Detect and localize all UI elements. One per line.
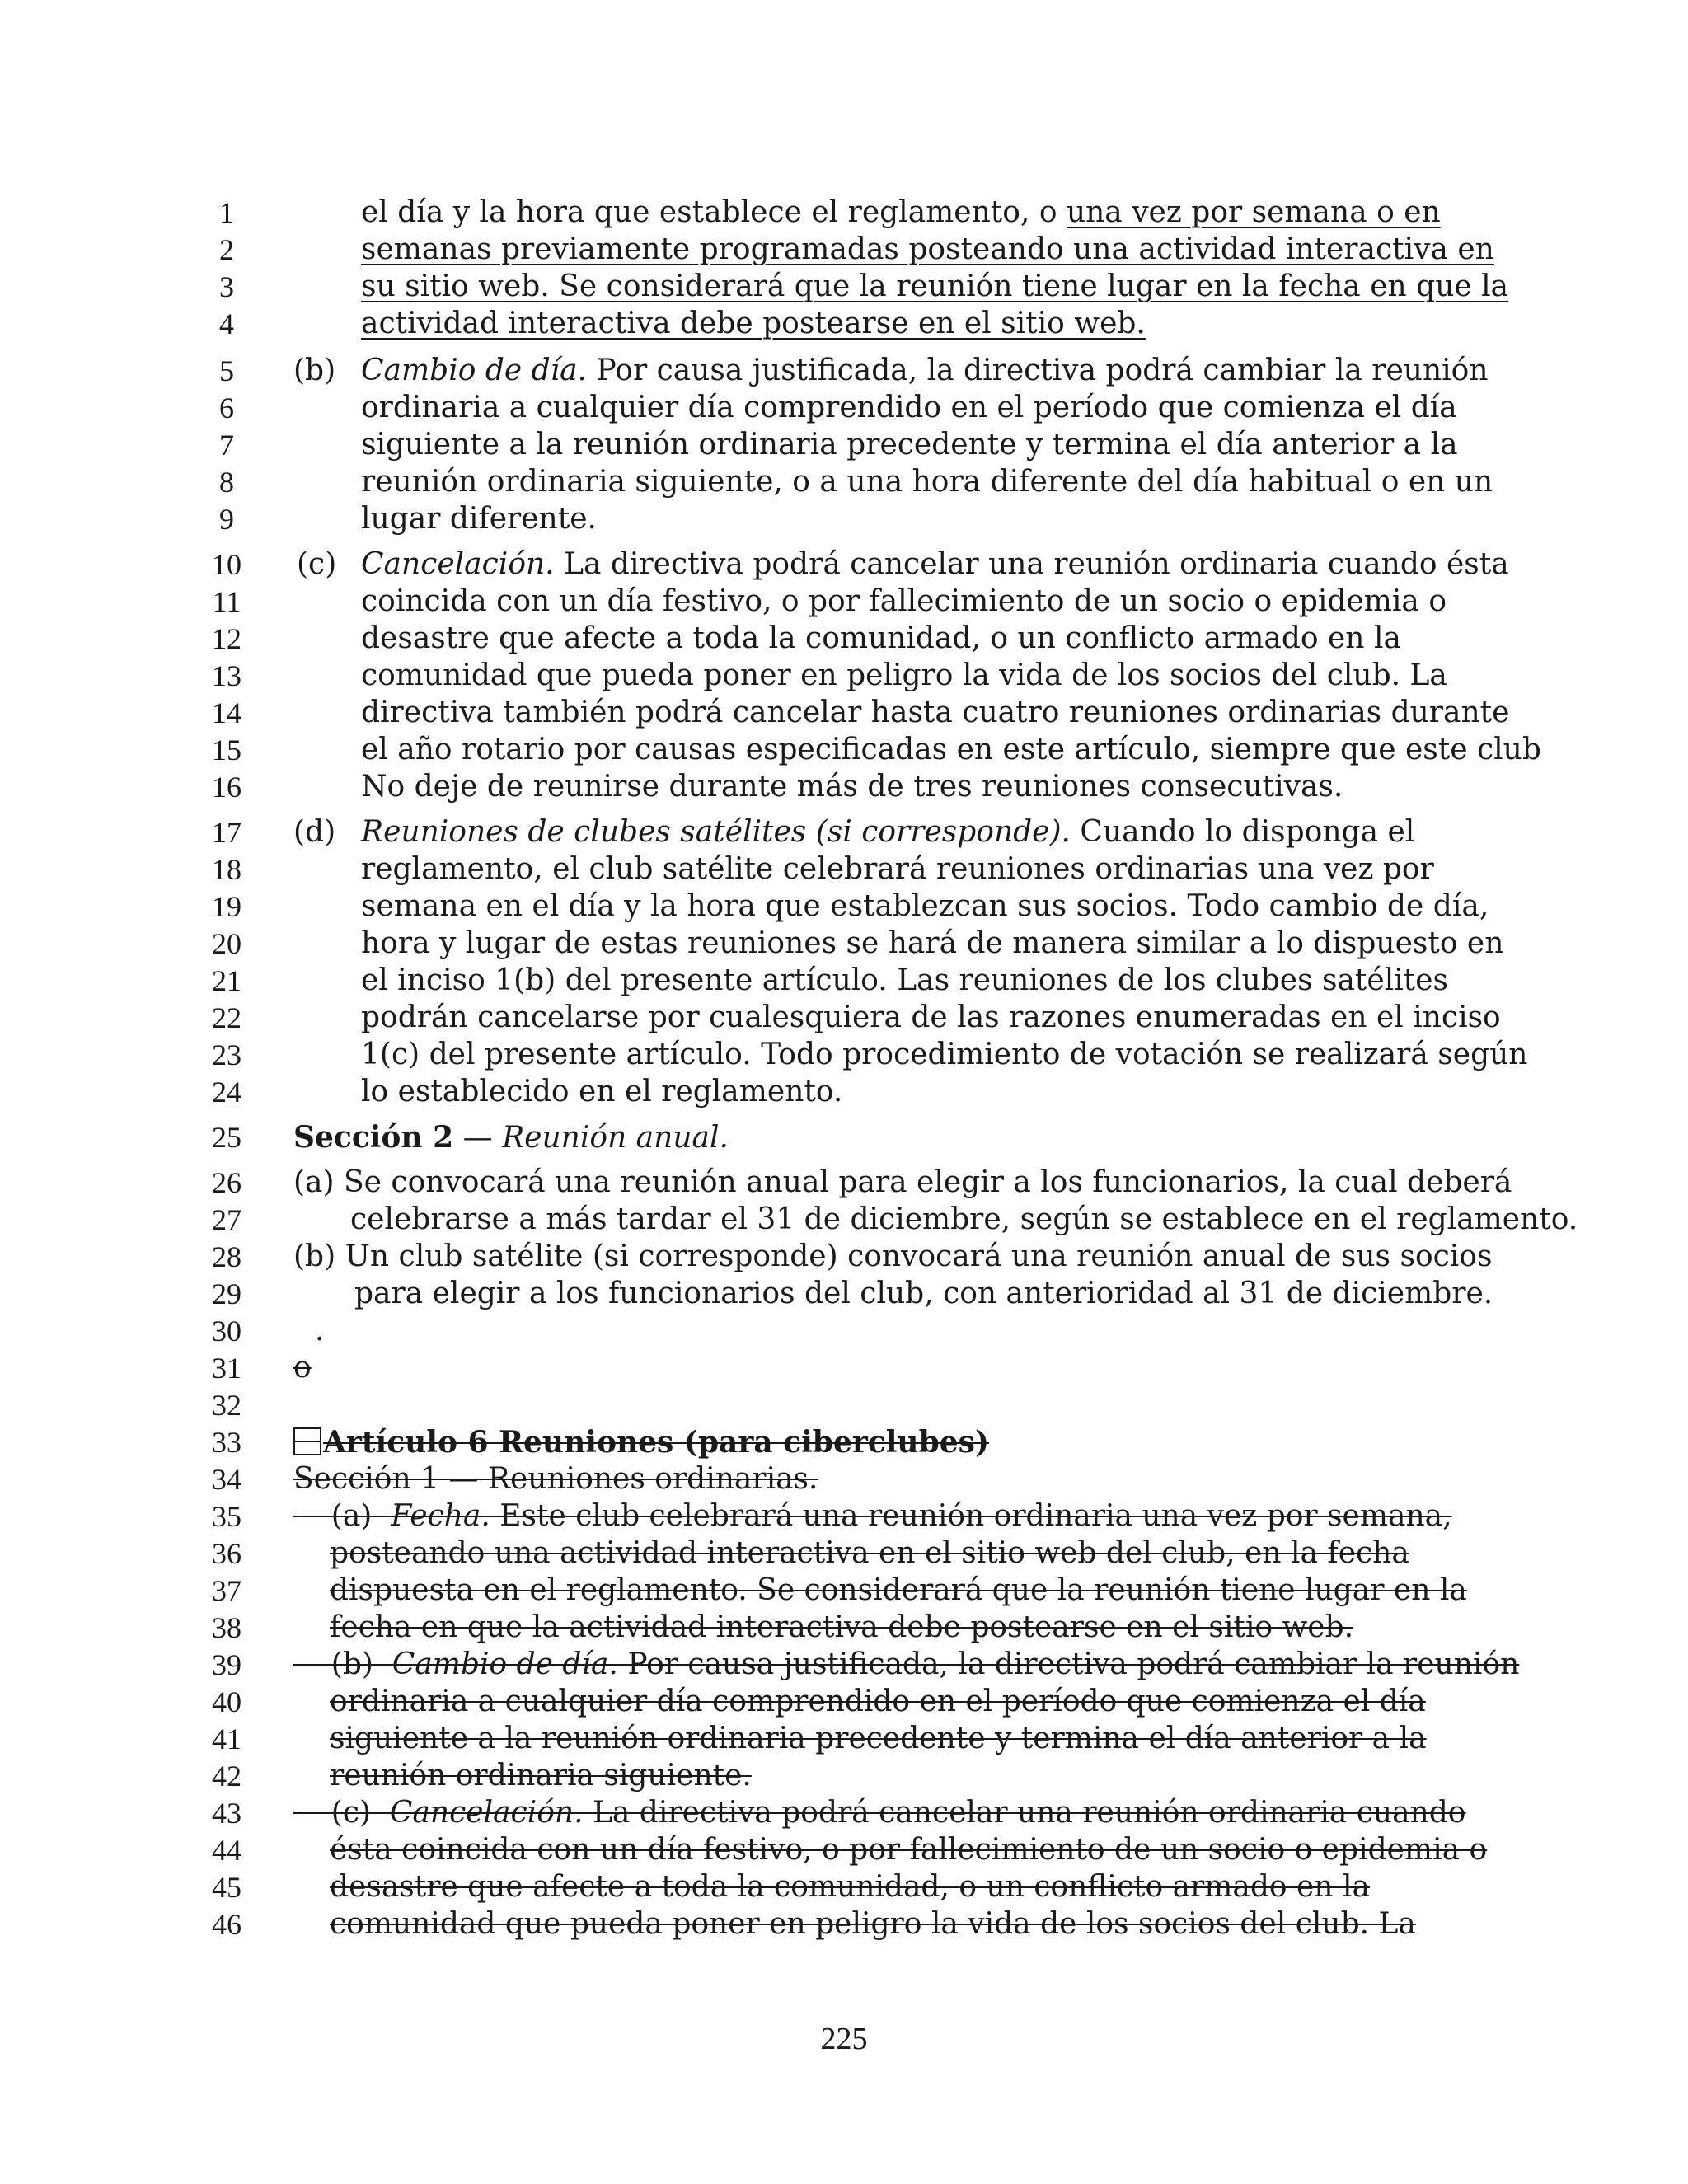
text-line: semana en el día y la hora que establezcan sus socios. Todo cambio de día, — [361, 889, 1489, 923]
item-label-c: (c) — [293, 1796, 390, 1830]
text-line: lo establecido en el reglamento. — [361, 1075, 843, 1108]
line-number: 3 — [219, 270, 234, 303]
section-number: Sección 2 — [293, 1120, 454, 1155]
line-number: 35 — [212, 1500, 241, 1533]
section-title: Reunión anual. — [502, 1121, 729, 1155]
line-number: 16 — [212, 771, 241, 804]
line-number: 27 — [212, 1203, 241, 1236]
line-number: 44 — [212, 1834, 241, 1867]
text-line: (a) Se convocará una reunión anual para elegir a los funcionarios, la cual deberá — [293, 1165, 1512, 1199]
text-line: (b) Un club satélite (si corresponde) convocará una reunión anual de sus socios — [293, 1240, 1493, 1273]
line-number: 33 — [212, 1426, 241, 1459]
line-number: 36 — [212, 1537, 241, 1570]
subsection-title: Reuniones de clubes satélites (si corresponde). — [361, 815, 1071, 849]
subsection-title: Cancelación. — [361, 547, 555, 581]
text-run: La directiva podrá cancelar una reunión ordinaria cuando ésta — [554, 547, 1509, 581]
line-number: 17 — [212, 816, 241, 849]
section-heading — [293, 1122, 729, 1153]
text-run: La directiva podrá cancelar una reunión ordinaria cuando — [583, 1796, 1466, 1830]
deleted-text-line: dispuesta en el reglamento. Se considerará que la reunión tiene lugar en la — [330, 1573, 1467, 1607]
subsection-title: Cambio de día. — [361, 354, 588, 387]
line-number: 45 — [212, 1871, 241, 1904]
line-number: 6 — [219, 391, 234, 424]
line-number: 29 — [212, 1277, 241, 1310]
line-number: 22 — [212, 1001, 241, 1034]
deleted-text-line: o — [293, 1351, 312, 1385]
deleted-article-heading — [293, 1425, 989, 1460]
line-number: 4 — [219, 307, 234, 340]
item-label-a: (a) — [293, 1499, 392, 1533]
text-line: ordinaria a cualquier día comprendido en el período que comienza el día — [361, 391, 1457, 424]
checkbox-glyph-icon — [293, 1427, 321, 1455]
page-number: 225 — [820, 2022, 868, 2056]
line-number: 12 — [212, 622, 241, 655]
line-number: 25 — [212, 1121, 241, 1154]
inserted-text-line: actividad interactiva debe postearse en el sitio web. — [361, 307, 1146, 340]
text-line — [361, 195, 1441, 229]
line-number: 39 — [212, 1648, 241, 1681]
text-run: el día y la hora que establece el reglamento, o — [361, 195, 1067, 229]
line-number: 5 — [219, 354, 234, 387]
line-number: 11 — [212, 585, 241, 618]
deleted-text-line: ordinaria a cualquier día comprendido en el período que comienza el día — [330, 1685, 1426, 1718]
line-number: 30 — [212, 1315, 241, 1347]
line-number: 13 — [212, 659, 241, 692]
line-number: 28 — [212, 1240, 241, 1273]
text-line: No deje de reunirse durante más de tres reuniones consecutivas. — [361, 770, 1343, 804]
article-title: Artículo 6 Reuniones (para ciberclubes) — [323, 1425, 989, 1460]
subsection-title: Cancelación. — [389, 1796, 584, 1830]
deleted-text-line — [293, 1798, 1465, 1828]
line-number: 21 — [212, 964, 241, 997]
item-label-c: (c) — [297, 547, 337, 581]
text-line: comunidad que pueda poner en peligro la vida de los socios del club. La — [361, 658, 1447, 692]
line-number: 26 — [212, 1166, 241, 1199]
text-line — [361, 547, 1509, 581]
text-line — [361, 815, 1415, 849]
text-line: siguiente a la reunión ordinaria precedente y termina el día anterior a la — [361, 428, 1458, 462]
line-number: 40 — [212, 1685, 241, 1718]
item-label-b: (b) — [293, 354, 336, 387]
text-line: reunión ordinaria siguiente, o a una hora diferente del día habitual o en un — [361, 465, 1493, 499]
deleted-text-line — [293, 1647, 1520, 1681]
line-number: 14 — [212, 696, 241, 729]
line-number: 2 — [219, 233, 234, 266]
text-line: el año rotario por causas especificadas en este artículo, siempre que este club — [361, 733, 1541, 766]
text-line: coincida con un día festivo, o por fallecimiento de un socio o epidemia o — [361, 584, 1447, 618]
line-number: 9 — [219, 503, 234, 536]
line-number: 20 — [212, 927, 241, 960]
text-line: reglamento, el club satélite celebrará reuniones ordinarias una vez por — [361, 852, 1434, 886]
text-line: celebrarse a más tardar el 31 de diciembre, según se establece en el reglamento. — [350, 1202, 1578, 1236]
deleted-text-line: fecha en que la actividad interactiva debe postearse en el sitio web. — [330, 1610, 1354, 1644]
line-number: 32 — [212, 1389, 241, 1422]
deleted-text-line: ésta coincida con un día festivo, o por fallecimiento de un socio o epidemia o — [330, 1833, 1488, 1867]
text-line: hora y lugar de estas reuniones se hará de manera similar a lo dispuesto en — [361, 926, 1504, 960]
line-number: 37 — [212, 1574, 241, 1607]
text-line: 1(c) del presente artículo. Todo procedimiento de votación se realizará según — [361, 1038, 1528, 1071]
text-run: Por causa justificada, la directiva podrá cambiar la reunión — [617, 1647, 1520, 1681]
inserted-text-line: semanas previamente programadas posteando una actividad interactiva en — [361, 232, 1494, 266]
line-number: 31 — [212, 1352, 241, 1385]
item-label-b: (b) — [293, 1647, 392, 1681]
dash: — — [453, 1121, 503, 1155]
text-run: Por causa justificada, la directiva podrá cambiar la reunión — [587, 354, 1489, 387]
line-number: 18 — [212, 853, 241, 886]
text-run: Cuando lo disponga el — [1070, 815, 1415, 849]
deleted-text-line — [293, 1499, 1452, 1533]
line-number: 19 — [212, 890, 241, 923]
line-number: 42 — [212, 1760, 241, 1793]
line-number: 34 — [212, 1463, 241, 1496]
text-line: el inciso 1(b) del presente artículo. Las reuniones de los clubes satélites — [361, 963, 1448, 997]
text-line: desastre que afecte a toda la comunidad, o un conflicto armado en la — [361, 621, 1401, 655]
text-line: lugar diferente. — [361, 502, 597, 536]
text-line: . — [315, 1314, 325, 1347]
deleted-text-line: reunión ordinaria siguiente. — [330, 1759, 752, 1793]
line-number: 41 — [212, 1722, 241, 1755]
line-number: 7 — [219, 429, 234, 462]
inserted-text: una vez por semana o en — [1066, 195, 1441, 229]
subsection-title: Cambio de día. — [392, 1647, 618, 1681]
line-number: 15 — [212, 733, 241, 766]
item-label-d: (d) — [293, 815, 336, 849]
text-line: para elegir a los funcionarios del club, con anterioridad al 31 de diciembre. — [354, 1277, 1493, 1310]
line-number: 43 — [212, 1797, 241, 1830]
inserted-text-line: su sitio web. Se considerará que la reunión tiene lugar en la fecha en que la — [361, 269, 1509, 303]
text-line: podrán cancelarse por cualesquiera de las razones enumeradas en el inciso — [361, 1001, 1501, 1034]
text-run: Este club celebrará una reunión ordinaria una vez por semana, — [490, 1499, 1452, 1533]
text-line — [361, 356, 1489, 386]
text-line: directiva también podrá cancelar hasta cuatro reuniones ordinarias durante — [361, 696, 1510, 729]
deleted-section-heading: Sección 1 — Reuniones ordinarias. — [293, 1462, 818, 1496]
line-number: 38 — [212, 1611, 241, 1644]
line-number: 8 — [219, 466, 234, 499]
deleted-text-line: comunidad que pueda poner en peligro la vida de los socios del club. La — [330, 1907, 1416, 1941]
line-number: 46 — [212, 1908, 241, 1941]
subsection-title: Fecha. — [391, 1499, 490, 1533]
deleted-text-line: desastre que afecte a toda la comunidad, o un conflicto armado en la — [330, 1870, 1370, 1904]
line-number: 1 — [219, 196, 234, 229]
line-number: 10 — [212, 548, 241, 581]
line-number: 23 — [212, 1038, 241, 1071]
deleted-text-line: siguiente a la reunión ordinaria precedente y termina el día anterior a la — [330, 1722, 1427, 1755]
deleted-text-line: posteando una actividad interactiva en el sitio web del club, en la fecha — [330, 1536, 1409, 1570]
line-number: 24 — [212, 1076, 241, 1108]
